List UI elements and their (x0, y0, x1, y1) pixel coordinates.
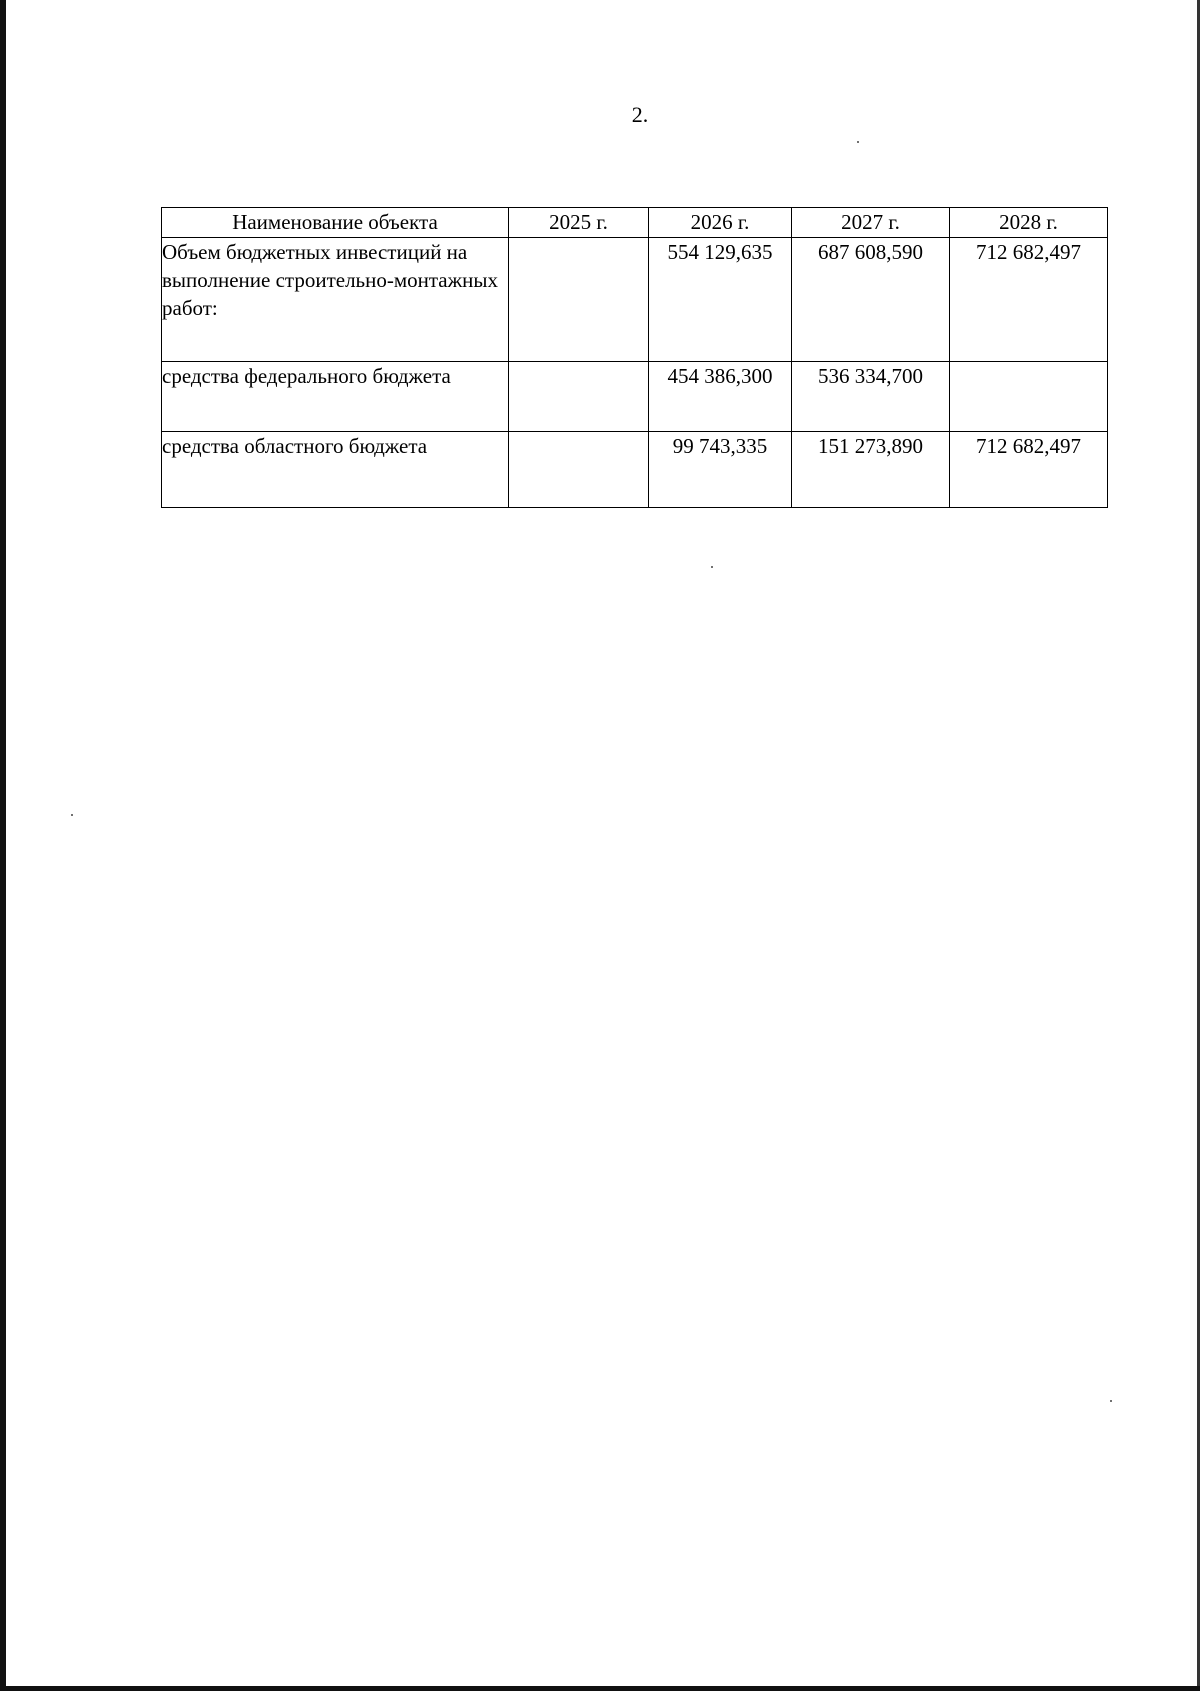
table-row (162, 362, 1108, 432)
table-row (162, 432, 1108, 508)
cell-2028: 712 682,497 (950, 432, 1108, 508)
header-object-name: Наименование объекта (162, 208, 509, 238)
row-name: средства областного бюджета (162, 432, 509, 508)
cell-2025 (509, 238, 649, 362)
scan-speck (71, 814, 73, 816)
page-number: 2. (631, 102, 649, 127)
cell-2026: 99 743,335 (649, 432, 792, 508)
header-year-2028: 2028 г. (950, 208, 1108, 238)
table-header-row (162, 208, 1108, 238)
row-name: средства федерального бюджета (162, 362, 509, 432)
budget-investment-table (161, 207, 1108, 508)
scan-speck (1110, 1400, 1112, 1402)
cell-2027: 536 334,700 (792, 362, 950, 432)
header-year-2025: 2025 г. (509, 208, 649, 238)
scan-speck (857, 141, 859, 143)
row-name: Объем бюджетных инвестиций на выполнение строительно-монтажных работ: (162, 238, 509, 362)
cell-2027: 687 608,590 (792, 238, 950, 362)
scan-edge-bottom (0, 1686, 1200, 1691)
cell-2025 (509, 362, 649, 432)
cell-2026: 454 386,300 (649, 362, 792, 432)
scan-edge-left (0, 0, 6, 1691)
cell-2027: 151 273,890 (792, 432, 950, 508)
cell-2028: 712 682,497 (950, 238, 1108, 362)
header-year-2026: 2026 г. (649, 208, 792, 238)
scan-speck (711, 566, 713, 568)
header-year-2027: 2027 г. (792, 208, 950, 238)
table-row (162, 238, 1108, 362)
cell-2025 (509, 432, 649, 508)
cell-2028 (950, 362, 1108, 432)
cell-2026: 554 129,635 (649, 238, 792, 362)
